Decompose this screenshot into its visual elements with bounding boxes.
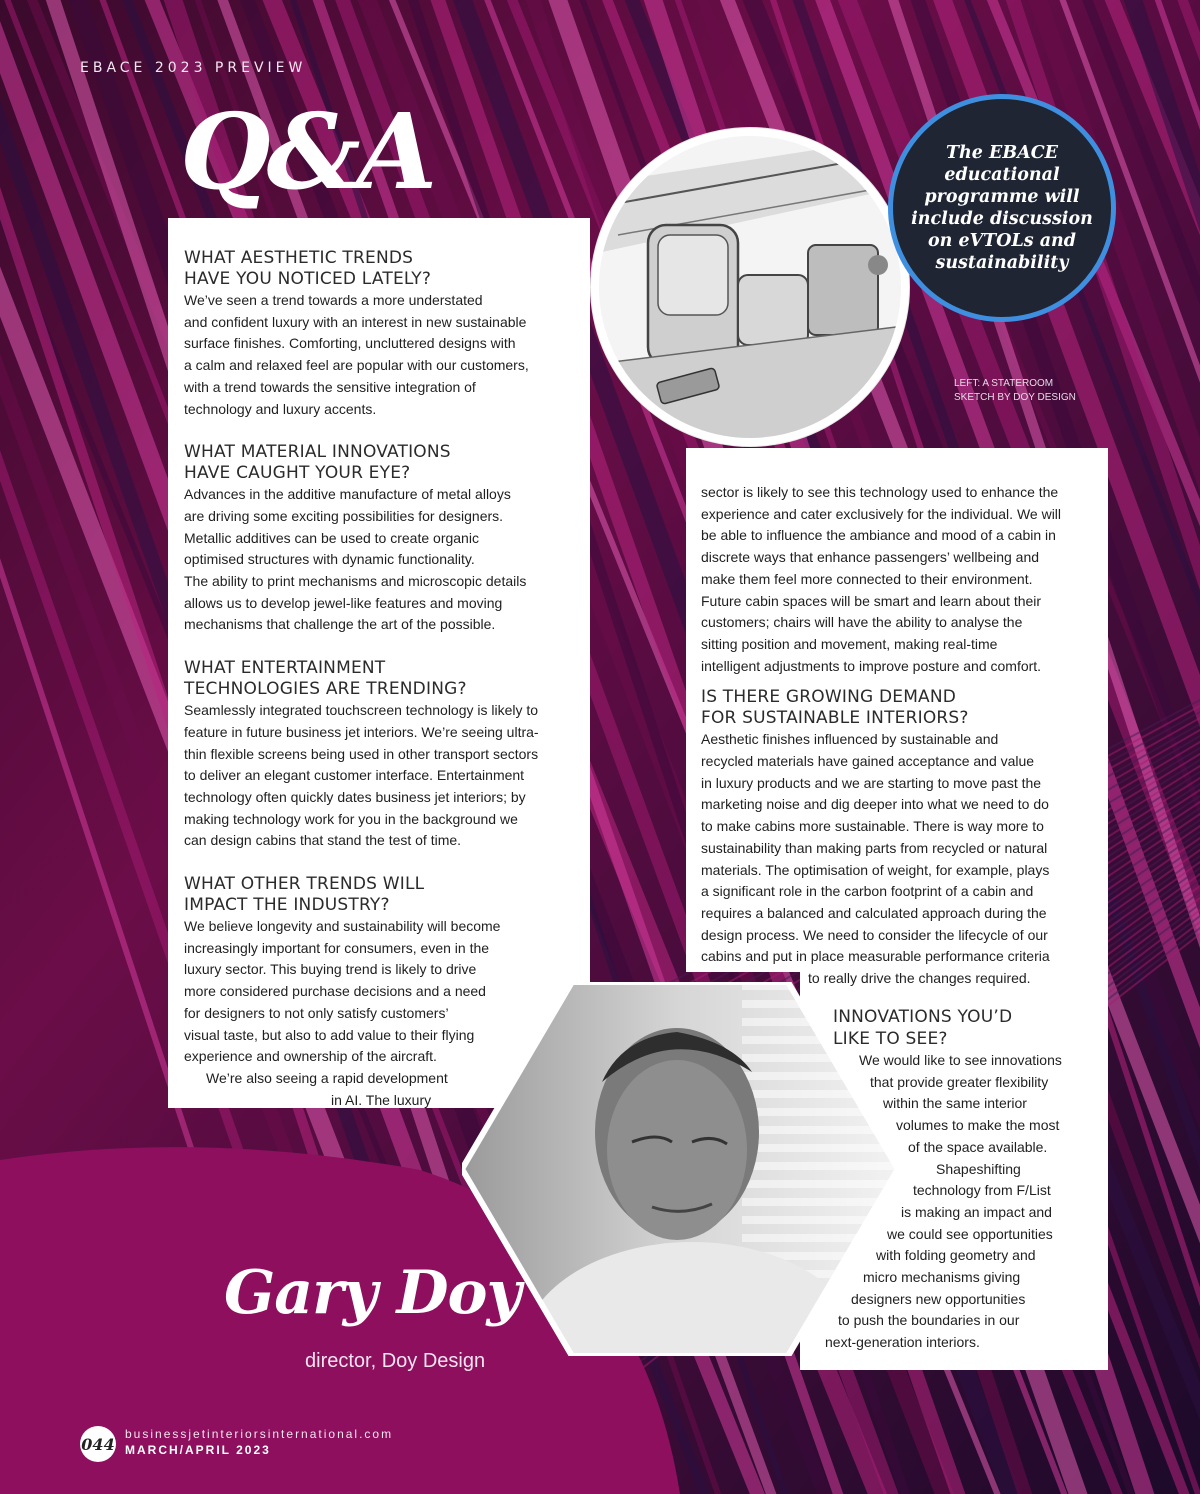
image-caption: LEFT: A STATEROOM SKETCH BY DOY DESIGN	[954, 378, 1076, 403]
answer-line: discrete ways that enhance passengers’ wellbeing and	[701, 549, 1040, 566]
window-blind-slat	[742, 1180, 898, 1188]
person-role: director, Doy Design	[305, 1350, 486, 1372]
answer-text	[184, 484, 584, 636]
question-heading: IS THERE GROWING DEMAND FOR SUSTAINABLE INTERIORS?	[701, 687, 969, 729]
answer-line: a calm and relaxed feel are popular with our customers,	[184, 357, 529, 374]
answer-line: volumes to make the most	[896, 1117, 1060, 1134]
answer-line: Shapeshifting	[936, 1160, 1021, 1177]
page-title: Q&A	[180, 90, 434, 213]
question-heading: WHAT MATERIAL INNOVATIONS HAVE CAUGHT YOUR EYE?	[184, 442, 451, 484]
ebace-programme-badge	[888, 94, 1116, 322]
answer-line: can design cabins that stand the test of time.	[184, 832, 462, 849]
answer-line: designers new opportunities	[851, 1290, 1026, 1307]
answer-line: recycled materials have gained acceptance and value	[701, 753, 1035, 770]
answer-line: increasingly important for consumers, even in the	[184, 939, 490, 956]
window-blind-slat	[742, 1234, 898, 1242]
answer-line: to really drive the changes required.	[808, 970, 1031, 987]
answer-line: visual taste, but also to add value to their flying	[184, 1026, 475, 1043]
answer-line: sector is likely to see this technology used to enhance the	[701, 484, 1059, 500]
answer-text	[701, 729, 1101, 989]
answer-line: with a trend towards the sensitive integration of	[184, 378, 476, 395]
answer-line: experience and cater exclusively for the individual. We will	[701, 505, 1062, 522]
answer-line: Future cabin spaces will be smart and learn about their	[701, 592, 1042, 609]
answer-line: and confident luxury with an interest in new sustainable	[184, 313, 527, 330]
answer-line: We would like to see innovations	[859, 1052, 1062, 1068]
answer-text	[184, 290, 584, 420]
answer-line: of the space available.	[908, 1138, 1048, 1155]
answer-line: we could see opportunities	[887, 1225, 1053, 1242]
badge-text: The EBACE educational programme will include discussion on eVTOLs and sustainability	[911, 143, 1093, 273]
section-kicker: EBACE 2023 PREVIEW	[80, 60, 307, 76]
answer-line: make them feel more connected to their environment.	[701, 570, 1033, 587]
answer-line: We’ve seen a trend towards a more understated	[184, 292, 483, 308]
answer-line: technology and luxury accents.	[184, 400, 377, 417]
answer-line: Metallic additives can be used to create organic	[184, 529, 479, 546]
answer-line: are driving some exciting possibilities for designers.	[184, 507, 504, 524]
answer-line: Advances in the additive manufacture of metal alloys	[184, 486, 511, 503]
issue-date: MARCH/APRIL 2023	[125, 1443, 271, 1457]
answer-line: marketing noise and dig deeper into what we need to do	[701, 796, 1049, 813]
answer-line: with folding geometry and	[876, 1247, 1036, 1264]
qa-section-sustainable	[701, 687, 1101, 989]
window-blind-slat	[742, 1072, 898, 1080]
qa-section-aesthetic	[184, 248, 584, 420]
stateroom-sketch-image	[588, 125, 912, 449]
answer-line: next-generation interiors.	[825, 1334, 980, 1351]
window-blind-slat	[742, 1090, 898, 1098]
answer-line: in AI. The luxury	[331, 1091, 432, 1108]
answer-line: Seamlessly integrated touchscreen technology is likely to	[184, 702, 539, 719]
answer-line: thin flexible screens being used in other transport sectors	[184, 745, 539, 762]
answer-line: sitting position and movement, making real-time	[701, 635, 998, 652]
page-number: 044	[80, 1426, 116, 1462]
answer-line: technology often quickly dates business jet interiors; by	[184, 788, 526, 805]
answer-line: to make cabins more sustainable. There is way more to	[701, 818, 1044, 835]
website-url: businessjetinteriorsinternational.com	[125, 1427, 394, 1441]
answer-line: luxury sector. This buying trend is likely to drive	[184, 961, 477, 978]
window-blind-slat	[742, 1018, 898, 1026]
answer-line: that provide greater flexibility	[870, 1073, 1049, 1090]
answer-line: allows us to develop jewel-like features and moving	[184, 594, 503, 611]
window-blind-slat	[742, 1054, 898, 1062]
question-heading: WHAT ENTERTAINMENT TECHNOLOGIES ARE TRENDING?	[184, 658, 467, 700]
qa-section-materials	[184, 442, 584, 636]
window-blind-slat	[742, 1216, 898, 1224]
answer-line: requires a balanced and calculated approach during the	[701, 904, 1047, 921]
answer-line: mechanisms that challenge the art of the possible.	[184, 616, 496, 633]
answer-line: micro mechanisms giving	[863, 1269, 1021, 1286]
answer-line: making technology work for you in the background we	[184, 810, 518, 827]
answer-line: intelligent adjustments to improve posture and comfort.	[701, 657, 1042, 674]
answer-line: more considered purchase decisions and a need	[184, 983, 486, 1000]
answer-line: materials. The optimisation of weight, for example, plays	[701, 861, 1050, 878]
answer-line: We believe longevity and sustainability will become	[184, 918, 501, 935]
answer-line: within the same interior	[883, 1095, 1027, 1112]
answer-line: is making an impact and	[901, 1203, 1052, 1220]
continued-answer	[701, 482, 1101, 677]
question-heading: WHAT OTHER TRENDS WILL IMPACT THE INDUSTRY?	[184, 874, 425, 916]
answer-line: to deliver an elegant customer interface. Entertainment	[184, 767, 525, 784]
window-blind-slat	[742, 1144, 898, 1152]
qa-section-entertainment	[184, 658, 584, 852]
answer-line: a significant role in the carbon footprint of a cabin and	[701, 883, 1034, 900]
answer-line: We’re also seeing a rapid development	[206, 1069, 448, 1086]
answer-line: cabins and put in place measurable performance criteria	[701, 948, 1050, 965]
answer-line: sustainability than making parts from recycled or natural	[701, 839, 1048, 856]
answer-line: to push the boundaries in our	[838, 1312, 1020, 1329]
answer-text	[184, 700, 584, 852]
answer-line: customers; chairs will have the ability to analyse the	[701, 614, 1023, 631]
answer-line: experience and ownership of the aircraft.	[184, 1048, 437, 1065]
answer-line: in luxury products and we are starting to move past the	[701, 774, 1042, 791]
answer-line: technology from F/List	[913, 1182, 1051, 1199]
answer-line: design process. We need to consider the lifecycle of our	[701, 926, 1048, 943]
answer-line: optimised structures with dynamic functionality.	[184, 551, 475, 568]
question-heading: INNOVATIONS YOU’D LIKE TO SEE?	[833, 1007, 1013, 1049]
answer-line: Aesthetic finishes influenced by sustainable and	[701, 731, 999, 748]
right-column	[701, 482, 1101, 990]
answer-line: be able to influence the ambiance and mood of a cabin in	[701, 527, 1056, 544]
window-blind-slat	[742, 1162, 898, 1170]
answer-line: for designers to not only satisfy customers’	[184, 1004, 449, 1021]
window-blind-slat	[742, 1000, 898, 1008]
person-name: Gary Doy	[224, 1258, 521, 1328]
answer-line: The ability to print mechanisms and microscopic details	[184, 573, 527, 590]
answer-line: feature in future business jet interiors. We’re seeing ultra-	[184, 723, 539, 740]
portrait-photo	[462, 982, 898, 1356]
answer-line: surface finishes. Comforting, uncluttered designs with	[184, 335, 516, 352]
window-blind-slat	[742, 1108, 898, 1116]
question-heading: WHAT AESTHETIC TRENDS HAVE YOU NOTICED LATELY?	[184, 248, 432, 289]
